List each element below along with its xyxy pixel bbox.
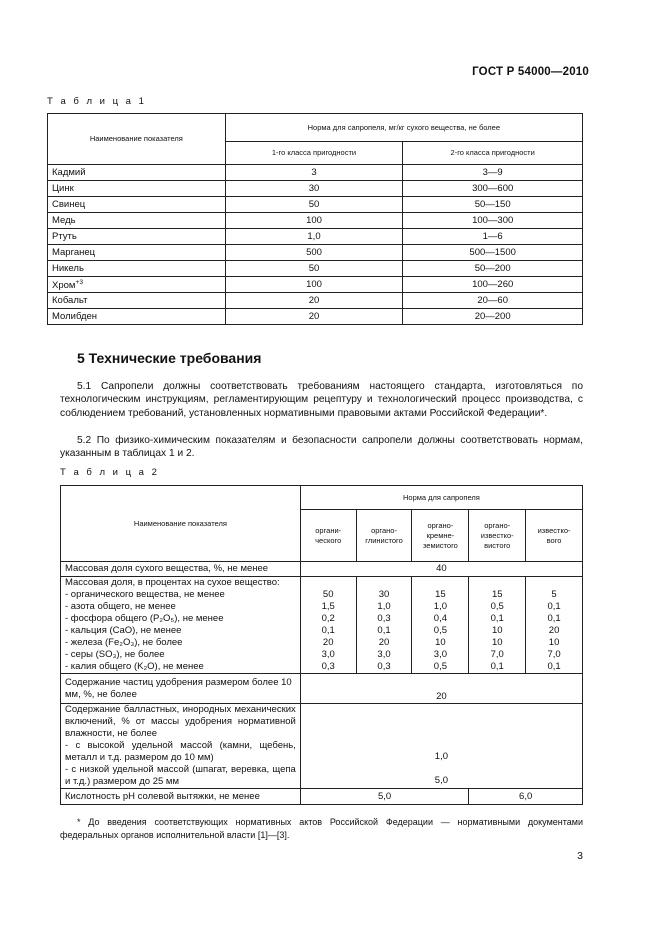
table1-caption: Т а б л и ц а 1	[47, 96, 147, 107]
table2-row-ph-value-a: 5,0	[300, 789, 469, 805]
table2-caption: Т а б л и ц а 2	[60, 467, 160, 478]
table-row	[48, 309, 583, 325]
table1-cell-class2: 50—200	[403, 261, 583, 277]
table1-cell-class1: 30	[225, 181, 403, 197]
table2-col-head: органо- кремне- земистого	[412, 510, 469, 562]
paragraph-5-2: 5.2 По физико-химическим показателям и безопасности сапропели должны соответствовать нормам, указанным в таблицах 1 и 2.	[60, 435, 583, 460]
table1-cell-class1: 100	[225, 277, 403, 293]
table2-row-ballast-name	[61, 704, 301, 789]
paragraph-5-1: 5.1 Сапропели должны соответствовать требованиям настоящего стандарта, изготовляться по технологическим инструкциям, регламентирующим рецептуру и технологический процесс производства, с соблюдением требований, установленных нормативными правовыми актами Российской Федерации*.	[60, 381, 583, 419]
table1-cell-class1: 20	[225, 293, 403, 309]
table1-cell-class1: 100	[225, 213, 403, 229]
table2-col-head: органи- ческого	[300, 510, 356, 562]
table1-cell-name: Хром$^{+3}$	[48, 277, 226, 293]
table2-row-dry-value: 40	[300, 562, 582, 577]
table1-head-name: Наименование показателя	[48, 114, 226, 165]
table2-head-norm: Норма для сапропеля	[300, 486, 582, 510]
table1-cell-class2: 1—6	[403, 229, 583, 245]
table-row	[48, 181, 583, 197]
table-row	[48, 229, 583, 245]
table2-row-ph-name: Кислотность pH солевой вытяжки, не менее	[61, 789, 301, 805]
ballast-value-light: 5,0	[434, 775, 449, 786]
table-row	[48, 277, 583, 293]
table2-mass-values-col: 5 0,1 0,1 20 10 7,0 0,1	[526, 577, 583, 674]
ballast-text: Содержание балластных, инородных механических включений, % от массы удобрения нормативной влажности, не более	[65, 704, 296, 739]
table1-cell-name: Кадмий	[48, 165, 226, 181]
table2-row-ph-value-b: 6,0	[469, 789, 583, 805]
table1-cell-name: Свинец	[48, 197, 226, 213]
table1-head-class2: 2-го класса пригодности	[403, 142, 583, 165]
table2-mass-values-col: 15 1,0 0,4 0,5 10 3,0 0,5	[412, 577, 469, 674]
table-row	[48, 245, 583, 261]
table1-cell-class1: 3	[225, 165, 403, 181]
table1-cell-name: Ртуть	[48, 229, 226, 245]
table2-col-head: известко- вого	[526, 510, 583, 562]
table1-cell-class2: 100—260	[403, 277, 583, 293]
table1-head-norm: Норма для сапропеля, мг/кг сухого вещества, не более	[225, 114, 582, 142]
table-row	[48, 293, 583, 309]
table1-cell-name: Цинк	[48, 181, 226, 197]
table1-cell-class1: 20	[225, 309, 403, 325]
table-row	[48, 261, 583, 277]
ballast-value-heavy: 1,0	[434, 751, 449, 762]
table1-cell-class2: 3—9	[403, 165, 583, 181]
table1-cell-name: Кобальт	[48, 293, 226, 309]
table2-row-mass-name: Массовая доля, в процентах на сухое вещество: - органического вещества, не менее - азота общего, не менее - фосфора общего (P₂O₅), не менее - кальция (CaO), не менее - железа (Fe₂O₃), не более - серы (SO₃), не более - калия общего (K₂O), не менее	[61, 577, 301, 674]
table1-cell-class1: 50	[225, 197, 403, 213]
table1-cell-class2: 20—200	[403, 309, 583, 325]
table2-mass-values-col: 15 0,5 0,1 10 10 7,0 0,1	[469, 577, 526, 674]
footnote: * До введения соответствующих нормативных актов Российской Федерации — нормативными документами федеральных органов исполнительной власти [1]—[3].	[60, 817, 583, 840]
table2	[60, 485, 583, 805]
table1-cell-name: Медь	[48, 213, 226, 229]
section-heading: 5 Технические требования	[77, 350, 262, 366]
page-number: 3	[577, 850, 583, 862]
table2-mass-values-col: 50 1,5 0,2 0,1 20 3,0 0,3	[300, 577, 356, 674]
table-row	[48, 165, 583, 181]
table1-cell-name: Молибден	[48, 309, 226, 325]
footnote-separator	[60, 804, 150, 805]
table2-head-name: Наименование показателя	[61, 486, 301, 562]
table1-head-class1: 1-го класса пригодности	[225, 142, 403, 165]
table-row	[48, 213, 583, 229]
document-code: ГОСТ Р 54000—2010	[472, 66, 589, 78]
table2-row-particles-name: Содержание частиц удобрения размером более 10 мм, %, не более	[61, 674, 301, 704]
table2-row-dry-name: Массовая доля сухого вещества, %, не менее	[61, 562, 301, 577]
table2-row-particles-value: 20	[300, 674, 582, 704]
ballast-item-light: - с низкой удельной массой (шпагат, веревка, щепа и т.д.) размером до 25 мм	[65, 764, 296, 787]
table-row	[48, 197, 583, 213]
table1-cell-class2: 100—300	[403, 213, 583, 229]
table1-cell-name: Никель	[48, 261, 226, 277]
table1-cell-class2: 20—60	[403, 293, 583, 309]
table1-cell-class1: 500	[225, 245, 403, 261]
table2-mass-values-col: 30 1,0 0,3 0,1 20 3,0 0,3	[356, 577, 412, 674]
table2-col-head: органо- глинистого	[356, 510, 412, 562]
table1	[47, 113, 583, 325]
table1-cell-class2: 300—600	[403, 181, 583, 197]
ballast-item-heavy: - с высокой удельной массой (камни, щебень, металл и т.д. размером до 10 мм)	[65, 740, 296, 763]
table1-cell-class2: 500—1500	[403, 245, 583, 261]
table1-cell-class1: 50	[225, 261, 403, 277]
table1-cell-class1: 1,0	[225, 229, 403, 245]
table2-row-ballast-values	[300, 704, 582, 789]
table1-cell-class2: 50—150	[403, 197, 583, 213]
table1-body	[48, 165, 583, 325]
table1-cell-name: Марганец	[48, 245, 226, 261]
table2-col-head: органо- известко- вистого	[469, 510, 526, 562]
